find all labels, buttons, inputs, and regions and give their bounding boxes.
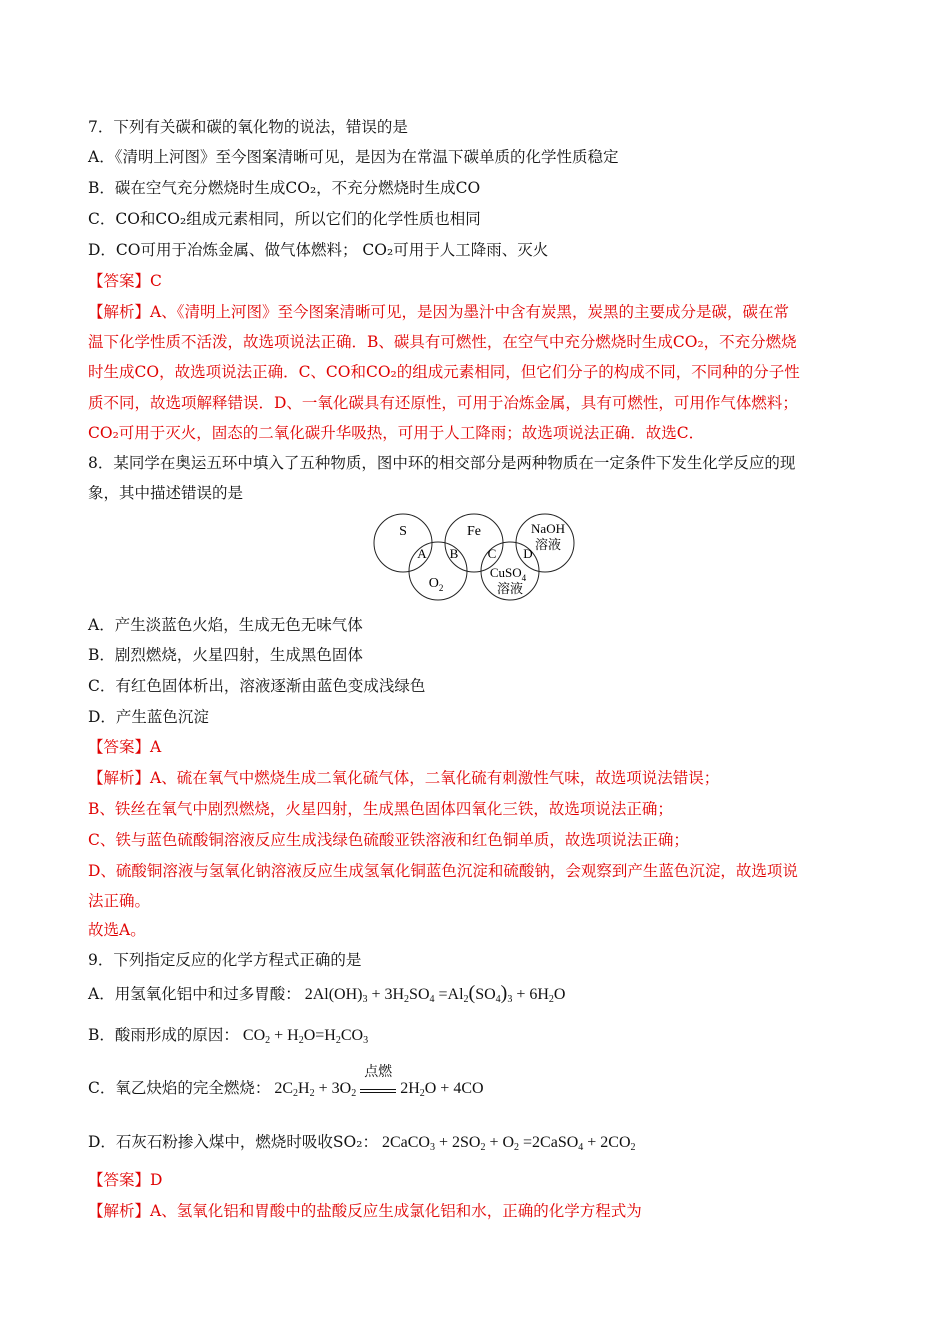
- label-fe: Fe: [467, 524, 481, 539]
- intersection-a: A: [417, 546, 427, 561]
- q8-stem-line: 8．某同学在奥运五环中填入了五种物质，图中环的相交部分是两种物质在一定条件下发生化学反应的现: [88, 454, 796, 472]
- q7-analysis-line: 质不同，故选项解释错误．D、一氧化碳具有还原性，可用于冶炼金属，具有可燃性，可用作气体燃料；: [88, 394, 798, 412]
- q9-option-c-label: C．氧乙炔焰的完全燃烧：: [88, 1079, 271, 1097]
- reaction-condition: 点燃: [364, 1065, 393, 1080]
- intersection-b: B: [449, 546, 459, 561]
- label-o2: $O_2$: [428, 576, 444, 593]
- q9-answer: 【答案】D: [88, 1171, 163, 1189]
- q9-option-b-equation: $CO_2 + H_2O=H_2CO_3$: [242, 1027, 369, 1046]
- q8-answer: 【答案】A: [88, 738, 162, 756]
- q8-analysis-line: B、铁丝在氧气中剧烈燃烧，火星四射，生成黑色固体四氧化三铁，故选项说法正确；: [88, 800, 673, 818]
- q8-option-b: B．剧烈燃烧，火星四射，生成黑色固体: [88, 646, 363, 664]
- q9-option-b: [88, 1025, 368, 1051]
- intersection-c: C: [487, 546, 497, 561]
- label-s: S: [399, 524, 407, 539]
- q9-option-a-label: A．用氢氧化铝中和过多胃酸：: [88, 985, 301, 1003]
- label-naoh-solution: 溶液: [534, 537, 562, 552]
- q7-option-a: A．《清明上河图》至今图案清晰可见，是因为在常温下碳单质的化学性质稳定: [88, 148, 619, 166]
- label-naoh: NaOH: [531, 521, 565, 536]
- q9-option-c: [88, 1065, 484, 1104]
- q8-option-c: C．有红色固体析出，溶液逐渐由蓝色变成浅绿色: [88, 677, 426, 695]
- q8-analysis-line: D、硫酸铜溶液与氢氧化钠溶液反应生成氢氧化铜蓝色沉淀和硫酸钠，会观察到产生蓝色沉淀，故选项说: [88, 862, 798, 880]
- q8-stem-line: 象，其中描述错误的是: [88, 484, 244, 502]
- reaction-condition-arrow: [360, 1065, 396, 1093]
- q7-analysis-line: 温下化学性质不活泼，故选项说法正确．B、碳具有可燃性，在空气中充分燃烧时生成CO₂，不充分燃烧: [88, 333, 797, 351]
- label-cuso4-solution: 溶液: [496, 581, 524, 596]
- q7-analysis-line: 【解析】A、《清明上河图》至今图案清晰可见，是因为墨汁中含有炭黑，炭黑的主要成分是碳，碳在常: [88, 303, 789, 321]
- q9-stem: 9．下列指定反应的化学方程式正确的是: [88, 951, 362, 969]
- q7-analysis-line: 时生成CO，故选项说法正确．C、CO和CO₂的组成元素相同，但它们分子的构成不同，不同种的分子性: [88, 363, 800, 381]
- q8-option-d: D．产生蓝色沉淀: [88, 708, 209, 726]
- ring-fe: [445, 514, 503, 572]
- q8-option-a: A．产生淡蓝色火焰，生成无色无味气体: [88, 616, 363, 634]
- q9-option-b-label: B．酸雨形成的原因：: [88, 1026, 239, 1044]
- q8-analysis-line: C、铁与蓝色硫酸铜溶液反应生成浅绿色硫酸亚铁溶液和红色铜单质，故选项说法正确；: [88, 831, 689, 849]
- q9-option-d: [88, 1132, 636, 1158]
- q9-option-a: [88, 983, 565, 1010]
- q9-option-d-equation: 2CaCO$_3$ + $2SO_2 + O_2$ =2CaSO$_4$ + $2CO_2$: [381, 1134, 636, 1153]
- label-cuso4: CuSO$_4$: [489, 565, 527, 583]
- q9-option-a-equation: $2Al(OH)_3 + 3H_2SO_4 =Al_2(SO_4)_3 + 6H_2O$: [304, 982, 566, 1005]
- q8-analysis-line: 故选A。: [88, 921, 146, 939]
- q7-answer: 【答案】C: [88, 272, 162, 290]
- q9-analysis: 【解析】A、氢氧化铝和胃酸中的盐酸反应生成氯化铝和水，正确的化学方程式为: [88, 1202, 642, 1220]
- ring-s: [374, 514, 432, 572]
- q7-option-c: C．CO和CO₂组成元素相同，所以它们的化学性质也相同: [88, 210, 481, 228]
- intersection-d: D: [523, 546, 533, 561]
- q7-option-d: D．CO可用于冶炼金属、做气体燃料； CO₂可用于人工降雨、灭火: [88, 241, 549, 259]
- q7-option-b: B．碳在空气充分燃烧时生成CO₂，不充分燃烧时生成CO: [88, 179, 481, 197]
- q9-option-d-label: D．石灰石粉掺入煤中，燃烧时吸收SO₂：: [88, 1133, 378, 1151]
- q9-option-c-equation: $2C_2H_2 + 3O_2$ 点燃 $2H_2O + 4CO$: [274, 1065, 484, 1099]
- q7-stem: 7．下列有关碳和碳的氧化物的说法，错误的是: [88, 118, 408, 136]
- q8-analysis-line: 法正确。: [88, 892, 151, 910]
- olympic-rings-diagram: [368, 507, 588, 607]
- q8-analysis-line: 【解析】A、硫在氧气中燃烧生成二氧化硫气体，二氧化硫有刺激性气味，故选项说法错误；: [88, 769, 720, 787]
- q7-analysis-line: CO₂可用于灭火，固态的二氧化碳升华吸热，可用于人工降雨；故选项说法正确．故选C．: [88, 424, 705, 442]
